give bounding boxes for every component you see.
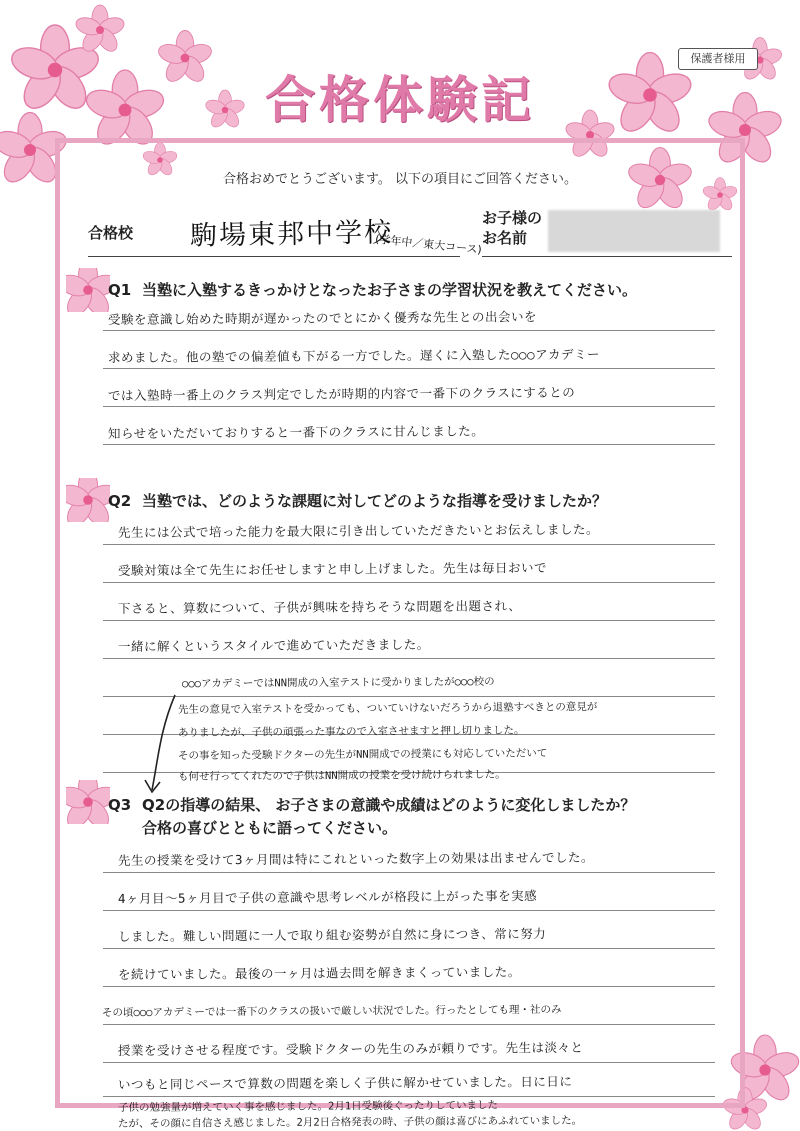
q3-answer-line-7: いつもと同じペースで算数の問題を楽しく子供に解かせていました。日に日に [117, 1073, 573, 1092]
q2-question [108, 490, 607, 511]
child-name-underline [482, 256, 732, 257]
school-note: (学年中／東大コース) [374, 232, 483, 257]
q2-rule-2 [103, 582, 715, 583]
q2-number: Q2 [108, 492, 132, 510]
q3-question [108, 794, 635, 815]
q1-answer-line-2: 求めました。他の塾での偏差値も下がる一方でした。遅くに入塾した○○○アカデミー [107, 346, 601, 365]
q2-rule-5 [103, 696, 715, 697]
q3-rule-2 [103, 910, 715, 911]
q2-note-line-3: ありましたが、子供の頑張った事なので入室させますと押し切りました。 [177, 724, 525, 739]
q3-answer-line-4: を続けていました。最後の一ヶ月は過去問を解きまくっていました。 [117, 964, 521, 982]
school-label: 合格校 [88, 224, 134, 242]
school-underline [88, 256, 460, 257]
q3-rule-3 [103, 948, 715, 949]
q3-answer-line-9: たが、その顔に自信さえ感じました。2月2日合格発表の時、子供の顔は喜びにあふれていました。 [117, 1114, 583, 1130]
q1-number: Q1 [108, 281, 132, 299]
q3-rule-4 [103, 986, 715, 987]
q3-question-line-1: Q2の指導の結果、 お子さまの意識や成績はどのように変化しましたか？ [142, 796, 636, 814]
q1-question [108, 279, 637, 300]
q2-note-line-5: も何せ行ってくれたので子供はNN開成の授業を受け続けられました。 [177, 768, 506, 783]
intro-text: 合格おめでとうございます。 以下の項目にご回答ください。 [222, 172, 578, 187]
q3-answer-line-3: しました。難しい問題に一人で取り組む姿勢が自然に身につき、常に努力 [117, 926, 547, 944]
q1-answer-line-3: では入塾時一番上のクラス判定でしたが時期的内容で一番下のクラスにするとの [107, 384, 576, 403]
q2-note-line-1: ○○○アカデミーではNN開成の入室テストに受かりましたが○○○校の [181, 675, 495, 690]
arrow-icon [140, 690, 180, 800]
q3-answer-line-8: 子供の勉強量が増えていく事を感じました。2月1日受験後ぐったりしていました [117, 1099, 498, 1114]
school-name: 駒場東邦中学校 [189, 217, 394, 252]
q1-answer-line-1: 受験を意識し始めた時期が遅かったのでとにかく優秀な先生との出会いを [107, 309, 538, 327]
q3-answer-line-5: その頃○○○アカデミーでは一番下のクラスの扱いで厳しい状況でした。行ったとしても理・社のみ [101, 1003, 562, 1019]
q2-rule-4 [103, 658, 715, 659]
q2-answer-line-4: 一緒に解くというスタイルで進めていただきました。 [117, 636, 430, 654]
q1-answer-line-4: 知らせをいただいておりすると一番下のクラスに甘んじました。 [107, 423, 485, 441]
q3-answer-line-1: 先生の授業を受けて3ヶ月間は特にこれといった数字上の効果は出ませんでした。 [117, 849, 595, 868]
q2-answer-line-2: 受験対策は全て先生にお任せしますと申し上げました。先生は毎日おいで [117, 560, 548, 578]
q2-rule-3 [103, 620, 715, 621]
q2-question-text: 当塾では、どのような課題に対してどのような指導を受けましたか？ [142, 492, 608, 510]
guardian-use-tag: 保護者様用 [678, 48, 758, 70]
q3-answer-line-6: 授業を受けさせる程度です。受験ドクターの先生のみが頼りです。先生は淡々と [117, 1039, 584, 1058]
blossom-bullet-q1 [66, 268, 110, 312]
q2-rule-1 [103, 544, 715, 545]
q2-note-line-2: 先生の意見で入室テストを受かっても、ついていけないだろうから退塾すべきとの意見が [177, 701, 598, 716]
q3-number: Q3 [108, 796, 132, 814]
child-label-line-1: お子様の [482, 209, 543, 227]
q1-rule-2 [103, 368, 715, 369]
q3-rule-7 [103, 1096, 715, 1097]
q3-answer-line-2: 4ヶ月目～5ヶ月目で子供の意識や思考レベルが格段に上がった事を実感 [117, 888, 538, 906]
q2-answer-line-3: 下さると、算数について、子供が興味を持ちそうな問題を出題され、 [117, 598, 522, 616]
child-label-line-2: お名前 [482, 229, 528, 247]
q1-question-text: 当塾に入塾するきっかけとなったお子さまの学習状況を教えてください。 [142, 281, 638, 299]
q2-note-line-4: その事を知った受験ドクターの先生がNN開成での授業にも対応していただいて [177, 747, 548, 762]
q1-rule-3 [103, 406, 715, 407]
q3-rule-1 [103, 872, 715, 873]
page-title: 合格体験記 [265, 70, 535, 129]
q1-rule-4 [103, 444, 715, 445]
redacted-name [548, 210, 720, 252]
q3-rule-6 [103, 1062, 715, 1063]
q3-question-line-2: 合格の喜びとともに語ってください。 [142, 819, 398, 837]
blossom-bullet-q3 [66, 780, 110, 824]
child-name-label [482, 208, 542, 248]
q1-rule-1 [103, 330, 715, 331]
q3-rule-5 [103, 1024, 715, 1025]
q2-answer-line-1: 先生には公式で培った能力を最大限に引き出していただきたいとお伝えしました。 [117, 521, 600, 540]
blossom-bullet-q2 [66, 478, 110, 522]
